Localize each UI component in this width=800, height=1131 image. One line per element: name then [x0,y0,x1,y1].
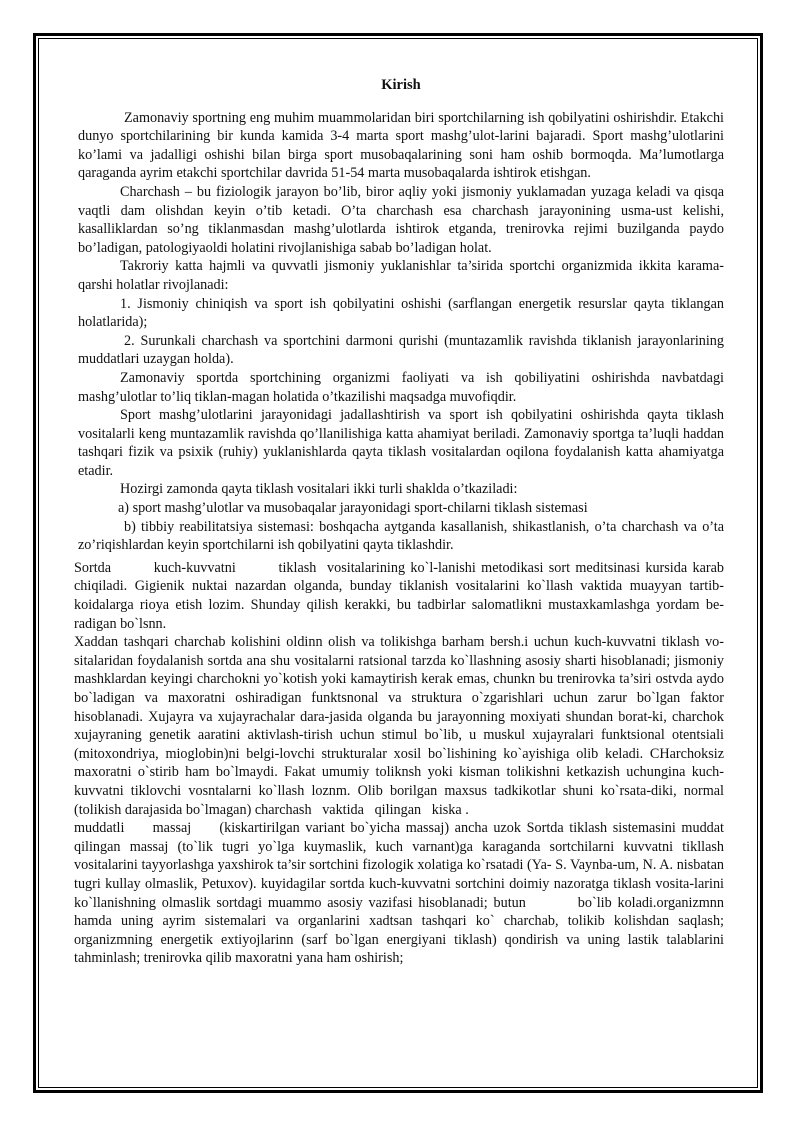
list-item: a) sport mashg’ulotlar va musobaqalar jarayonidagi sport-chilarni tiklash sistemasi [118,500,588,517]
list-item: b) tibbiy reabilitatsiya sistemasi: boshqacha aytganda kasallanish, shikastlanish, o’ta charchash va o’ta zo’riqishlardan keyin sportchilarni ish qobilyatini qayta tiklashdir. [78,518,724,554]
paragraph: muddatli massaj (kiskartirilgan variant bo`yicha massaj) ancha uzok Sortda tiklash sistemasini muddat qilingan massaj (to`lik tugri yo`lga kuymaslik, kuch varnant)ga karaganda sortchilarni kuvvatni tikllash vositalarini tayyorlashga yaxshirok ta’sir sortchini fizologik xolatiga ko`rsatadi (Ya- S. Vaynba-um, N. A. nisbatan tugri kullay olmaslik, Petuxov). kuyidagilar sortda kuch-kuvvatni sortchini doimiy nazoratga tiklash vosita-larini ko`llanishning olmaslik sortdagi muammo asosiy vazifasi hisoblanadi; butun bo`lib koladi.organizmnn hamda uning ayrim sistemalari va organlarini xadtsan tashqari ko` charchab, tolikib kolishdan saqlash; organizmning energetik extiyojlarinn (sarf bo`lgan energiyani tiklash) qondirish va uning lastik talablarini tahminlash; trenirovka qilib maxoratni yana ham oshirish; [74,820,728,967]
document-title: Kirish [381,77,421,93]
paragraph: Sortda kuch-kuvvatni tiklash vositalarining ko`l-lanishi metodikasi sort meditsinasi kursida karab chiqiladi. Gigienik nuktai nazardan olganda, bunday tiklanish vositalarini ko`llash vaktida muayyan tartib-koidalarga rioya etish lozim. Shunday qilish kerakki, bu tadbirlar salomatlikni mustaxkamlashga yordam be-radigan bo`lsnn. [74,559,728,632]
list-item: 2. Surunkali charchash va sportchini darmoni qurishi (muntazamlik ravishda tiklanish jarayonlarining muddatlari uzaygan holda). [78,332,724,368]
document-body [74,76,728,968]
paragraph: Takroriy katta hajmli va quvvatli jismoniy yuklanishlar ta’sirida sportchi organizmida ikkita karama-qarshi holatlar rivojlanadi: [78,258,724,293]
paragraph: Hozirgi zamonda qayta tiklash vositalari ikki turli shaklda o’tkaziladi: [120,481,518,498]
paragraph: Zamonaviy sportning eng muhim muammolaridan biri sportchilarning ish qobilyatini oshirishdir. Etakchi dunyo sportchilarining bir kunda kamida 3-4 marta sport mashg’ulot-larini bajaradi. Sport mashg’ulotlarini ko’lami va jadalligi oshishi bilan birga sport musobaqalarining soni ham oshib bormoqda. Ma’lumotlarga qaraganda ayrim etakchi sportchilar davrida 51-54 marta musobaqalarda ishtirok etishgan. [78,109,724,182]
paragraph: Charchash – bu fiziologik jarayon bo’lib, biror aqliy yoki jismoniy yuklamadan yuzaga keladi va qisqa vaqtli dam olishdan keyin o’tib ketadi. O’ta charchash esa charchash jarayonining usma-ust kelishi, kasalliklardan so’ng tiklanmasdan mashg’ulotlarda ishtirok etganda, trenirovka rejimi buzilganda paydo bo’ladigan, patologiyaoldi holatini rivojlanishiga sabab bo’ladigan holat. [78,183,724,256]
paragraph: Xaddan tashqari charchab kolishini oldinn olish va tolikishga barham bersh.i uchun kuch-kuvvatni tiklash vo-sitalaridan foydalanish sortda ana shu vositalarni ratsional tarzda ko`llashning asosiy sharti hisoblanadi; jismoniy mashklardan keyingi charchokni yo`kotish yoki kamaytirish kerak emas, chunkn bu trenirovka ta’siri ostvda aydo bo`ladigan va maxoratni oshiradigan funktsnonal va struktura o`zgarishlari uchun zarur bo`lgan faktor hisoblanadi. Xujayra va xujayrachalar dara-jasida olganda bu jarayonning moxiyati shundan borat-ki, charchok xujayraning genetik aaratini aktivlash-tirish uchun stimul bo`lib, u muskul xujayralari funktsional otentsiali (mitoxondriya, mioglobin)ni belgi-lovchi strukturalar xosil bo`lishining ko`ayishiga olib keladi. CHarchoksiz maxoratni o`stirib ham bo`lmaydi. Fakat umumiy toliknsh yoki kisman tolikishni ketkazish uchungina kuch-kuvvatni tiklovchi vosntalarni ko`llash loznm. Olib borilgan maxsus tadkikotlar shuni ko`rsata-diki, normal (tolikish darajasida bo`lmagan) charchash vaktida qilingan kiska . [74,634,728,818]
list-item: 1. Jismoniy chiniqish va sport ish qobilyatini oshishi (sarflangan energetik resurslar qayta tiklangan holatlarida); [78,295,724,331]
paragraph: Sport mashg’ulotlarini jarayonidagi jadallashtirish va sport ish qobilyatini oshirishda qayta tiklash vositalarli keng muntazamlik ravishda qo’llanilishiga katta ahamiyat beriladi. Zamonaviy sportga ta’luqli haddan tashqari fizik va psixik (ruhiy) yuklanishlarda qayta tiklash vositalardan oqilona foydalanish katta ahamiyatga etadir. [78,407,724,479]
paragraph: Zamonaviy sportda sportchining organizmi faoliyati va ish qobiliyatini oshirishda navbatdagi mashg’ulotlar to’liq tiklan-magan holatida o’tkazilishi maqsadga muvofiqdir. [78,369,724,405]
